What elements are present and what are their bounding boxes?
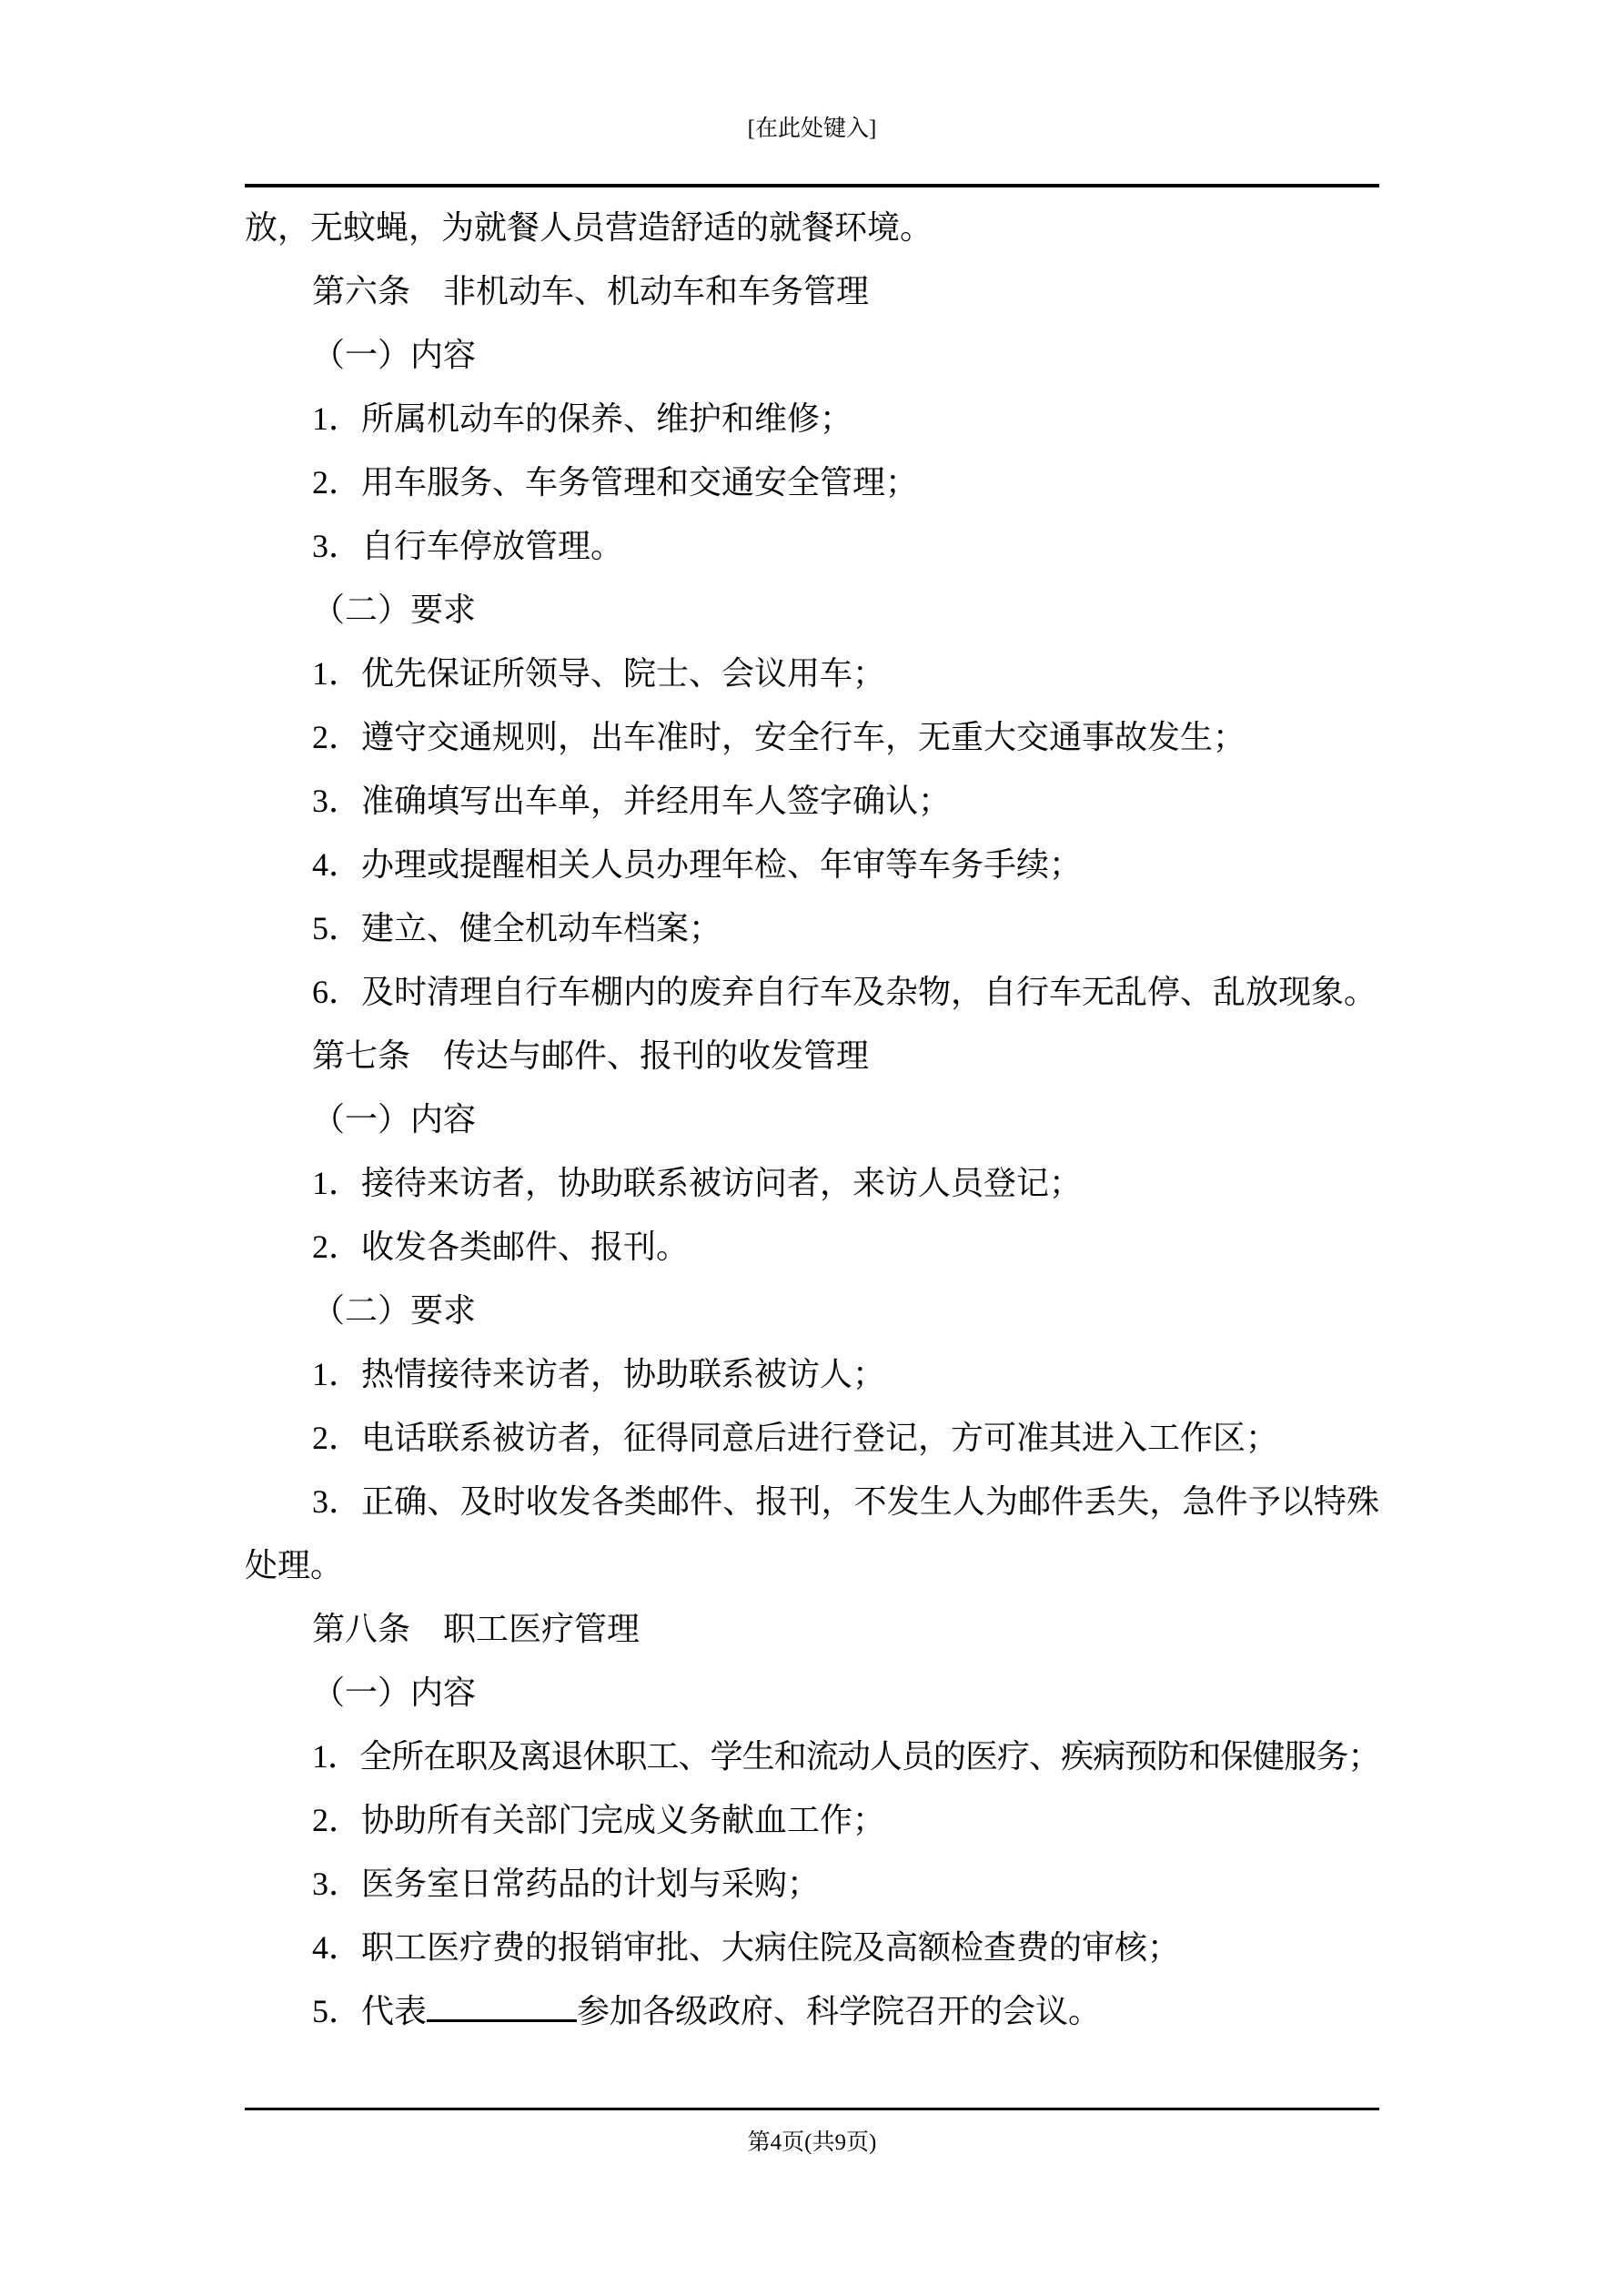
body-line: 第六条 非机动车、机动车和车务管理 <box>312 273 870 309</box>
body-line: 第七条 传达与邮件、报刊的收发管理 <box>312 1037 870 1074</box>
body-line: 处理。 <box>245 1547 344 1583</box>
body-line: 2．遵守交通规则，出车准时，安全行车，无重大交通事故发生； <box>312 719 1246 755</box>
body-line <box>245 1979 1379 2043</box>
body-line: 3．医务室日常药品的计划与采购； <box>312 1866 821 1902</box>
body-line: （二）要求 <box>312 1292 477 1329</box>
header-rule <box>245 184 1379 187</box>
body-line: 4．办理或提醒相关人员办理年检、年审等车务手续； <box>312 846 1083 883</box>
fill-in-blank-underline <box>427 1990 577 2022</box>
body-line: 1．优先保证所领导、院士、会议用车； <box>312 655 886 692</box>
document-body <box>245 196 1379 2043</box>
body-line: 2．用车服务、车务管理和交通安全管理； <box>312 464 919 501</box>
footer-rule <box>245 2108 1379 2110</box>
body-line: 2．收发各类邮件、报刊。 <box>312 1229 690 1265</box>
body-line: （一）内容 <box>312 337 477 373</box>
body-line: 4．职工医疗费的报销审批、大病住院及高额检查费的审核； <box>312 1929 1181 1966</box>
body-line-text: 参加各级政府、科学院召开的会议。 <box>577 1993 1102 2029</box>
header-placeholder-text: [在此处键入] <box>747 116 877 141</box>
body-line: 3．准确填写出车单，并经用车人签字确认； <box>312 783 952 819</box>
body-line: 6．及时清理自行车棚内的废弃自行车及杂物，自行车无乱停、乱放现象。 <box>312 974 1377 1010</box>
body-line: （二）要求 <box>312 592 477 628</box>
body-line-text: 5．代表 <box>312 1993 428 2029</box>
body-line: 5．建立、健全机动车档案； <box>312 910 722 946</box>
body-line: （一）内容 <box>312 1674 477 1711</box>
body-line: 1．热情接待来访者，协助联系被访人； <box>312 1356 886 1392</box>
body-line: 3．正确、及时收发各类邮件、报刊，不发生人为邮件丢失，急件予以特殊 <box>312 1483 1379 1520</box>
body-line: 1．全所在职及离退休职工、学生和流动人员的医疗、疾病预防和保健服务； <box>312 1738 1379 1775</box>
page-number: 第4页(共9页) <box>747 2130 877 2155</box>
body-line: 放，无蚊蝇，为就餐人员营造舒适的就餐环境。 <box>245 209 933 246</box>
body-line: （一）内容 <box>312 1101 477 1138</box>
body-line: 1．接待来访者，协助联系被访问者，来访人员登记； <box>312 1165 1083 1201</box>
body-line: 第八条 职工医疗管理 <box>312 1611 641 1647</box>
body-line: 3．自行车停放管理。 <box>312 528 624 564</box>
body-line: 2．协助所有关部门完成义务献血工作； <box>312 1802 886 1838</box>
body-line: 1．所属机动车的保养、维护和维修； <box>312 400 853 437</box>
body-line: 2．电话联系被访者，征得同意后进行登记，方可准其进入工作区； <box>312 1420 1279 1456</box>
